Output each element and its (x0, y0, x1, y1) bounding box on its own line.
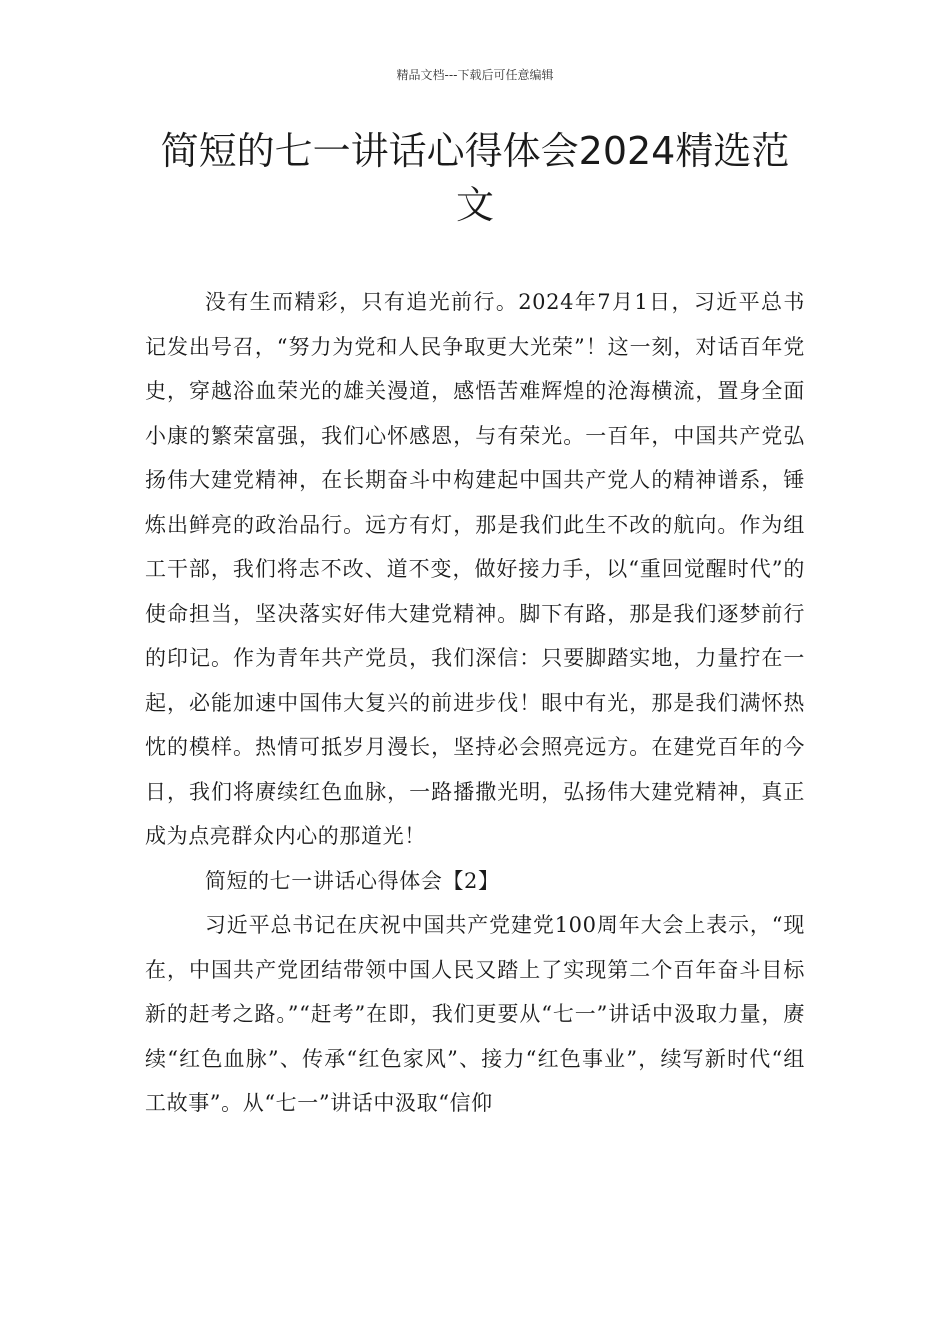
section-heading-2: 简短的七一讲话心得体会【2】 (204, 868, 500, 893)
paragraph-2: 习近平总书记在庆祝中国共产党建党100周年大会上表示，“现在，中国共产党团结带领中国人民又踏上了实现第二个百年奋斗目标新的赶考之路。”“赶考”在即，我们更要从“七一”讲话中汲取力量，赓续“红色血脉”、传承“红色家风”、接力“红色事业”，续写新时代“组工故事”。从“七一”讲话中汲取“信仰 (145, 913, 805, 1115)
paragraph-1: 没有生而精彩，只有追光前行。2024年7月1日，习近平总书记发出号召，“努力为党和人民争取更大光荣”！这一刻，对话百年党史，穿越浴血荣光的雄关漫道，感悟苦难辉煌的沧海横流，置身全面小康的繁荣富强，我们心怀感恩，与有荣光。一百年，中国共产党弘扬伟大建党精神，在长期奋斗中构建起中国共产党人的精神谱系，锤炼出鲜亮的政治品行。远方有灯，那是我们此生不改的航向。作为组工干部，我们将志不改、道不变，做好接力手，以“重回觉醒时代”的使命担当，坚决落实好伟大建党精神。脚下有路，那是我们逐梦前行的印记。作为青年共产党员，我们深信：只要脚踏实地，力量拧在一起，必能加速中国伟大复兴的前进步伐！眼中有光，那是我们满怀热忱的模样。热情可抵岁月漫长，坚持必会照亮远方。在建党百年的今日，我们将赓续红色血脉，一路播撒光明，弘扬伟大建党精神，真正成为点亮群众内心的那道光！ (145, 290, 805, 848)
header-note: 精品文档---下载后可任意编辑 (396, 68, 554, 82)
document-title: 简短的七一讲话心得体会2024精选范文 (160, 129, 790, 227)
document-body (145, 280, 805, 1126)
